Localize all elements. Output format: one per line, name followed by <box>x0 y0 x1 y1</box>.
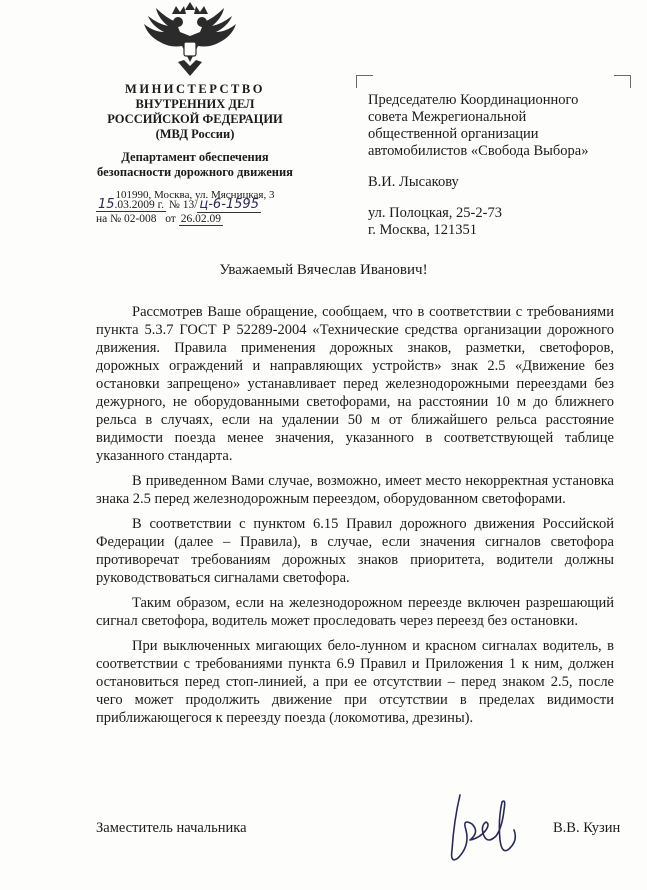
number-handwritten: ц-6-1595 <box>199 197 259 212</box>
paragraph: Таким образом, если на железнодорожном переезде включен разрешающий сигнал светофора, водитель может проследовать через переезд без остановки. <box>96 595 614 629</box>
date-handwritten: 15 <box>98 197 115 212</box>
recipient-line-1: Председателю Координационного <box>368 92 579 108</box>
recipient-line-2: совета Межрегиональной <box>368 109 527 125</box>
sender-block <box>60 82 330 203</box>
ministry-line-2: ВНУТРЕННИХ ДЕЛ <box>135 97 255 111</box>
outgoing-line <box>96 198 336 212</box>
recipient-street: ул. Полоцкая, 25-2-73 <box>368 205 502 221</box>
reference-from: от <box>165 213 176 225</box>
paragraph: При выключенных мигающих бело-лунном и красном сигналах водитель, в соответствии с требованиями пункта 6.9 Правил и Приложения 1 к ним, должен остановиться перед стоп-линией, а при ее отсутствии – перед знаком 2.5, после чего может продолжить движение при отсутствии в пределах видимости приближающегося к переезду поезда (локомотива, дрезины). <box>96 638 614 726</box>
recipient-line-3: общественной организации <box>368 126 539 142</box>
paragraph: Рассмотрев Ваше обращение, сообщаем, что в соответствии с требованиями пункта 5.3.7 ГОСТ Р 52289-2004 «Технические средства организации дорожного движения. Правила применения дорожных знаков, разметки, светофоров, дорожных ограждений и направляющих устройств» знак 2.5 «Движение без остановки запрещено» устанавливает перед железнодорожными переездами без дежурного, не оборудованными светофорами, на расстоянии 10 м до ближнего рельса в случаях, если на удалении 50 м от ближайшего рельса расстояние видимости поезда менее значения, указанного в соответствующей таблице указанного стандарта. <box>96 304 614 464</box>
double-headed-eagle-emblem <box>140 2 240 80</box>
recipient-name: В.И. Лысакову <box>368 174 459 190</box>
outgoing-number-block <box>96 198 336 226</box>
recipient-city: г. Москва, 121351 <box>368 222 478 238</box>
letter-body <box>96 303 614 734</box>
handwritten-signature <box>440 780 530 870</box>
ministry-line-4: (МВД России) <box>155 127 235 141</box>
signatory-name: В.В. Кузин <box>553 820 621 836</box>
reference-line <box>96 212 336 226</box>
recipient-line-4: автомобилистов «Свобода Выбора» <box>368 143 589 159</box>
sender-address: 101990, Москва, ул. Мясницкая, 3 <box>115 189 275 201</box>
department-line-1: Департамент обеспечения <box>121 150 269 164</box>
recipient-block <box>368 92 628 239</box>
signatory-title: Заместитель начальника <box>96 820 247 836</box>
paragraph: В соответствии с пунктом 6.15 Правил дорожного движения Российской Федерации (далее – Правила), в случае, если значения сигналов светофора противоречат требованиям дорожных знаков приоритета, водители должны руководствоваться сигналами светофора. <box>96 516 614 586</box>
address-corner-mark-right <box>614 75 631 88</box>
reference-number: на № 02-008 <box>96 213 157 225</box>
department-line-2: безопасности дорожного движения <box>97 165 293 179</box>
ministry-line-3: РОССИЙСКОЙ ФЕДЕРАЦИИ <box>107 112 283 126</box>
date-printed: .03.2009 г. <box>114 199 164 211</box>
ministry-line-1: МИНИСТЕРСТВО <box>125 82 265 96</box>
address-corner-mark-left <box>356 75 373 88</box>
number-prefix: № 13/ <box>168 199 198 211</box>
paragraph: В приведенном Вами случае, возможно, имеет место некорректная установка знака 2.5 перед железнодорожным переездом, оборудованном светофорами. <box>96 473 614 507</box>
reference-date: 26.02.09 <box>180 213 221 225</box>
date-field <box>96 199 166 212</box>
salutation: Уважаемый Вячеслав Иванович! <box>219 262 428 278</box>
